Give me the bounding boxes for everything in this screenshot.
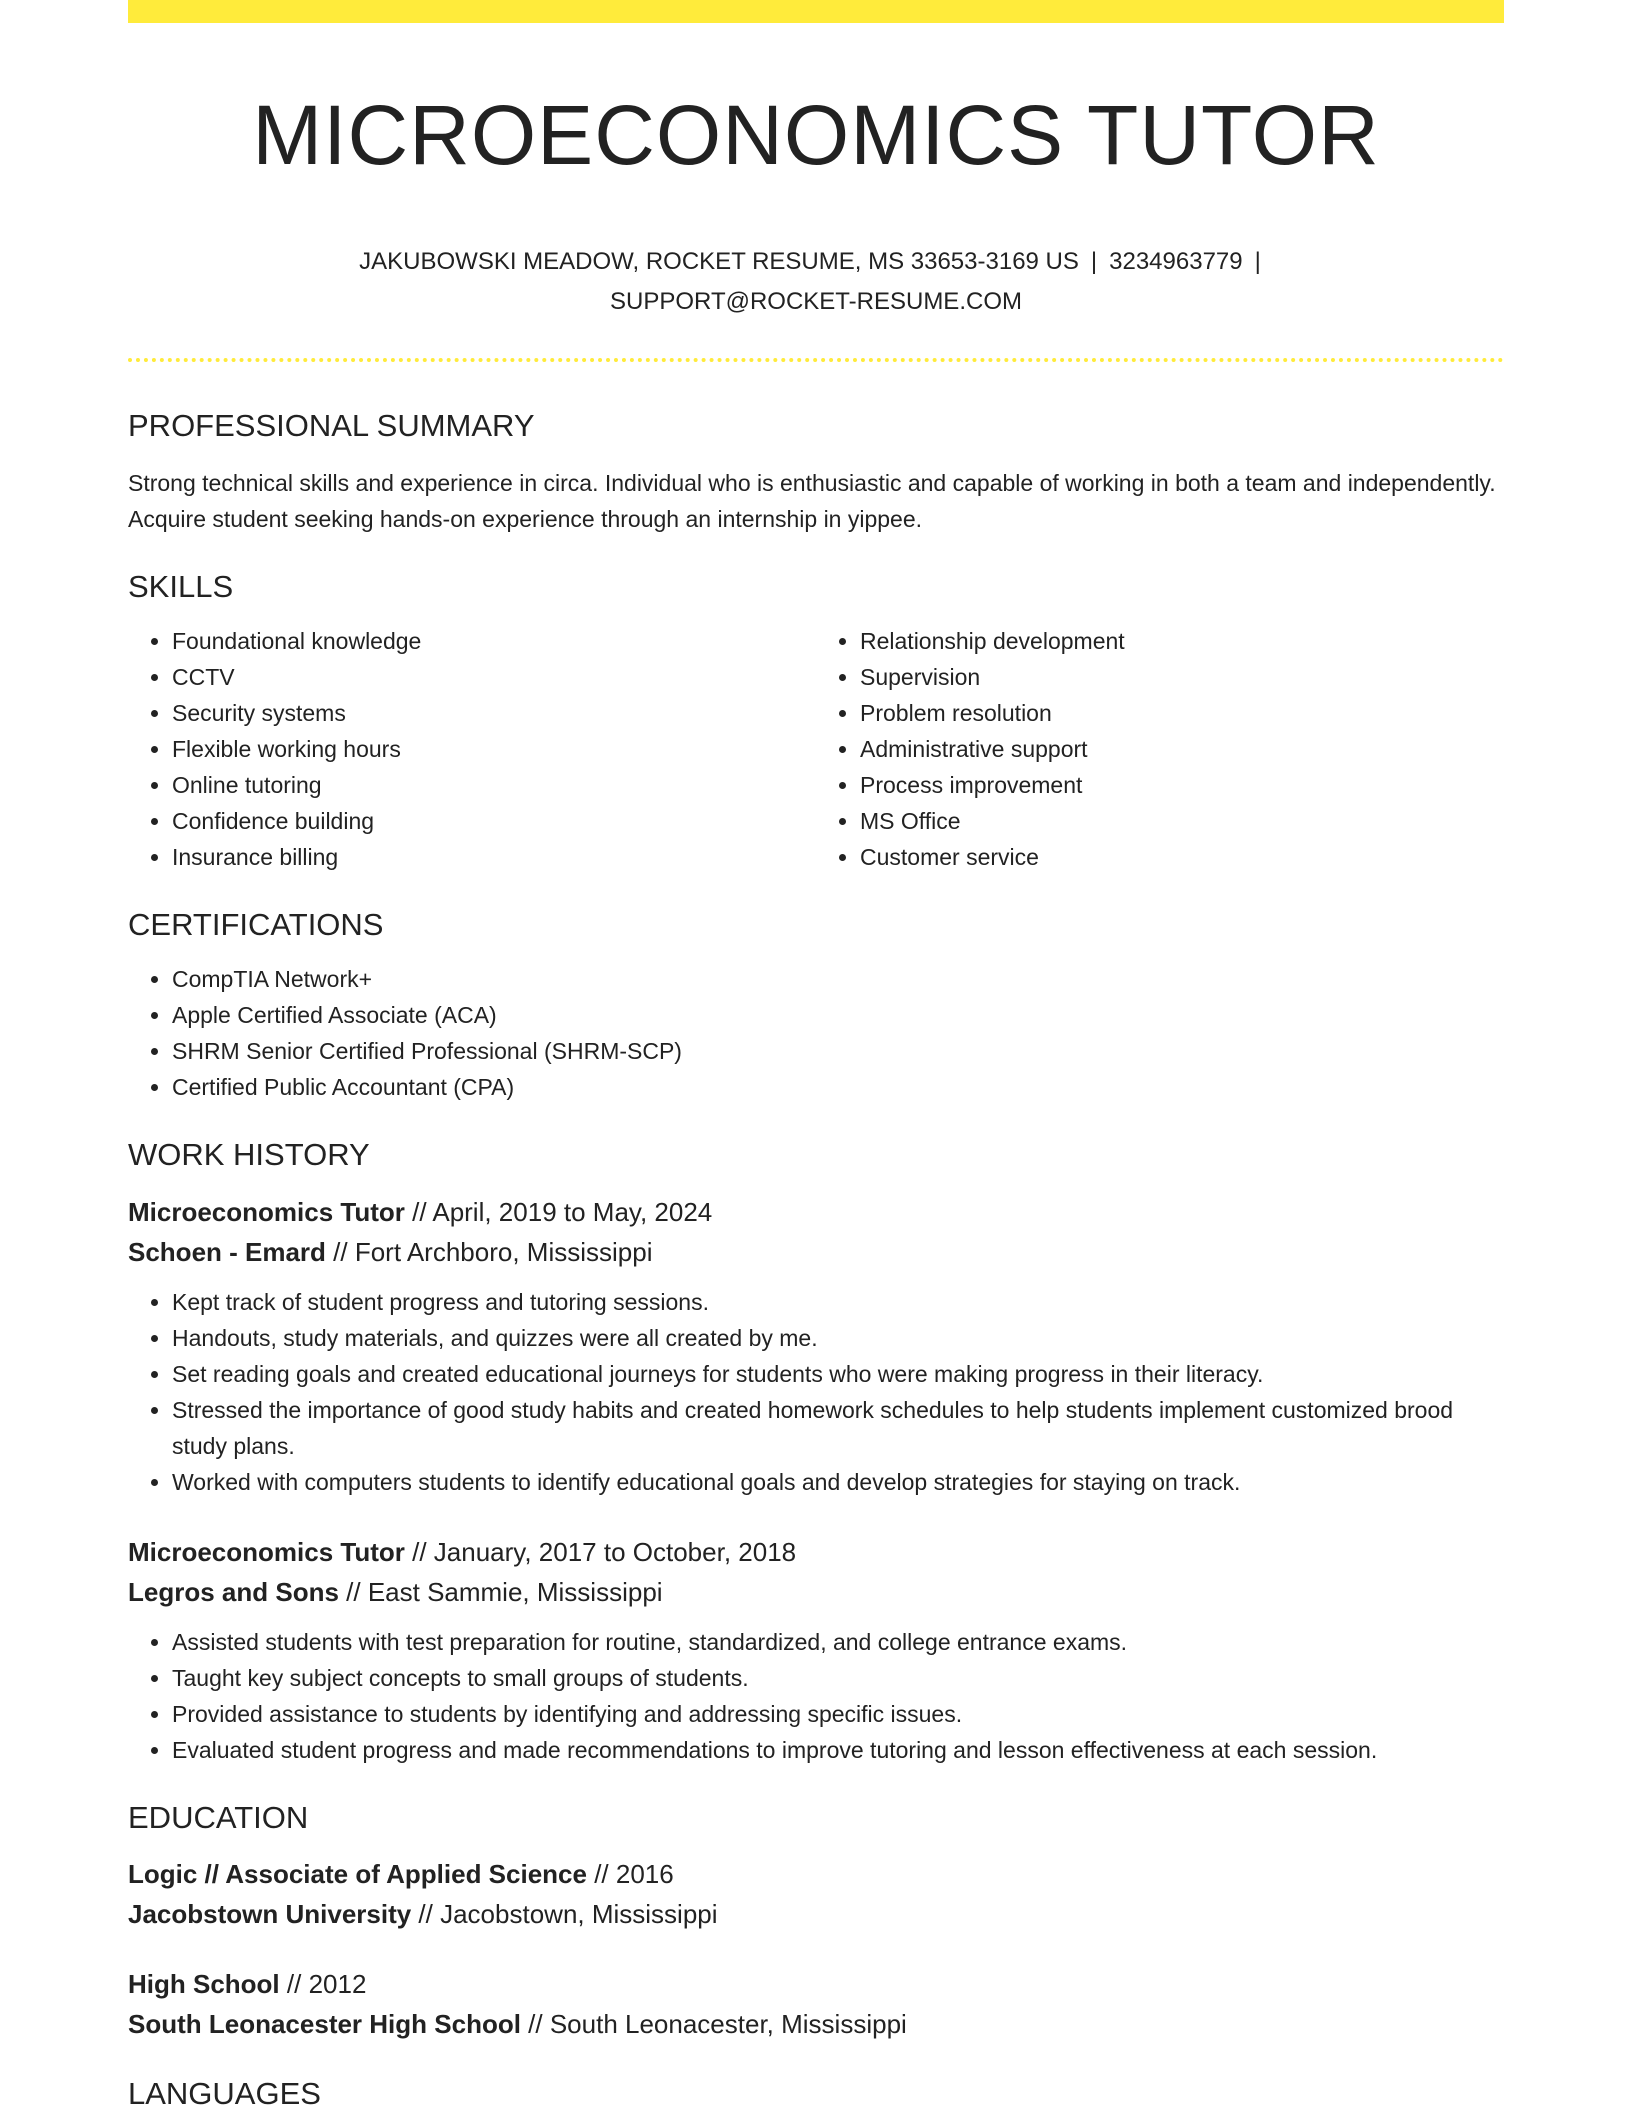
education-title: EDUCATION — [128, 1799, 309, 1835]
education-entry — [128, 1964, 1504, 2044]
job-role: Microeconomics Tutor — [128, 1536, 405, 1567]
skill-item: • Flexible working hours — [172, 731, 816, 767]
education-year: // 2016 — [586, 1858, 674, 1889]
education-year: // 2012 — [279, 1968, 367, 1999]
skill-item: • Problem resolution — [860, 695, 1504, 731]
certifications-title: CERTIFICATIONS — [128, 907, 384, 943]
job-company-line — [128, 1572, 1504, 1612]
header-divider — [128, 358, 1504, 362]
skill-item: • Customer service — [860, 839, 1504, 875]
education-school-line — [128, 2004, 1504, 2044]
skill-item: • Online tutoring — [172, 767, 816, 803]
job-bullets — [128, 1624, 1504, 1768]
job-bullet: • Evaluated student progress and made recommendations to improve tutoring and lesson effectiveness at each session. — [172, 1732, 1504, 1768]
contact-address: JAKUBOWSKI MEADOW, ROCKET RESUME, MS 33653-3169 US — [359, 247, 1079, 275]
education-degree-line — [128, 1964, 1504, 2004]
job-bullet: • Set reading goals and created educational journeys for students who were making progress in their literacy. — [172, 1356, 1504, 1392]
education-entry — [128, 1854, 1504, 1934]
summary-section — [128, 407, 1504, 537]
contact-phone: 3234963779 — [1109, 247, 1243, 275]
skills-list-right — [816, 623, 1504, 875]
contact-separator: | — [1090, 247, 1098, 275]
skill-item: • Supervision — [860, 659, 1504, 695]
job-bullet: • Worked with computers students to identify educational goals and develop strategies for staying on track. — [172, 1464, 1504, 1500]
job-bullets — [128, 1284, 1504, 1500]
education-section — [128, 1799, 1504, 2044]
certification-item: • CompTIA Network+ — [172, 961, 1504, 997]
contact-info — [291, 242, 1341, 322]
skill-item: • Relationship development — [860, 623, 1504, 659]
resume-page — [128, 0, 1504, 2112]
education-location: // South Leonacester, Mississippi — [520, 2008, 907, 2039]
job-dates: // January, 2017 to October, 2018 — [404, 1536, 797, 1567]
job-dates: // April, 2019 to May, 2024 — [404, 1196, 713, 1227]
job-role-line — [128, 1532, 1504, 1572]
languages-title: LANGUAGES — [128, 2075, 321, 2111]
job-location: // East Sammie, Mississippi — [338, 1576, 663, 1607]
education-school: Jacobstown University — [128, 1898, 412, 1929]
job-location: // Fort Archboro, Mississippi — [325, 1236, 653, 1267]
skill-item: • Security systems — [172, 695, 816, 731]
certification-item: • SHRM Senior Certified Professional (SHRM-SCP) — [172, 1033, 1504, 1069]
job-bullet: • Kept track of student progress and tutoring sessions. — [172, 1284, 1504, 1320]
summary-text: Strong technical skills and experience in circa. Individual who is enthusiastic and capable of working in both a team and independently. Acquire student seeking hands-on experience through an internship in yippee. — [128, 469, 1496, 532]
certification-item: • Certified Public Accountant (CPA) — [172, 1069, 1504, 1105]
job-company: Legros and Sons — [128, 1576, 339, 1607]
skill-item: • Confidence building — [172, 803, 816, 839]
summary-title: PROFESSIONAL SUMMARY — [128, 407, 535, 443]
job-bullet: • Provided assistance to students by identifying and addressing specific issues. — [172, 1696, 1504, 1732]
certifications-list — [128, 961, 1504, 1105]
certifications-section — [128, 906, 1504, 1105]
skill-item: • Foundational knowledge — [172, 623, 816, 659]
education-degree: Logic // Associate of Applied Science — [128, 1858, 587, 1889]
education-school-line — [128, 1894, 1504, 1934]
skills-section — [128, 568, 1504, 875]
education-school: South Leonacester High School — [128, 2008, 521, 2039]
skills-grid — [128, 623, 1504, 875]
contact-separator: | — [1254, 247, 1261, 275]
skills-list-left — [128, 623, 816, 875]
job-entry — [128, 1192, 1504, 1500]
work-history-title: WORK HISTORY — [128, 1137, 370, 1173]
job-bullet: • Taught key subject concepts to small groups of students. — [172, 1660, 1504, 1696]
job-role: Microeconomics Tutor — [128, 1196, 405, 1227]
job-bullet: • Assisted students with test preparation for routine, standardized, and college entrance exams. — [172, 1624, 1504, 1660]
skill-item: • CCTV — [172, 659, 816, 695]
work-history-section — [128, 1136, 1504, 1767]
skill-item: • Administrative support — [860, 731, 1504, 767]
certification-item: • Apple Certified Associate (ACA) — [172, 997, 1504, 1033]
resume-name: MICROECONOMICS TUTOR — [252, 88, 1380, 182]
contact-email[interactable]: SUPPORT@ROCKET-RESUME.COM — [610, 287, 1022, 315]
skill-item: • Insurance billing — [172, 839, 816, 875]
education-location: // Jacobstown, Mississippi — [411, 1898, 718, 1929]
job-bullet: • Stressed the importance of good study habits and created homework schedules to help students implement customized brood study plans. — [172, 1392, 1504, 1464]
skills-title: SKILLS — [128, 568, 234, 604]
skill-item: • Process improvement — [860, 767, 1504, 803]
education-degree: High School — [128, 1968, 280, 1999]
top-accent-bar — [128, 0, 1504, 23]
job-bullet: • Handouts, study materials, and quizzes were all created by me. — [172, 1320, 1504, 1356]
job-company: Schoen - Emard — [128, 1236, 326, 1267]
job-role-line — [128, 1192, 1504, 1232]
languages-section — [128, 2075, 1504, 2112]
job-entry — [128, 1532, 1504, 1768]
skill-item: • MS Office — [860, 803, 1504, 839]
job-company-line — [128, 1232, 1504, 1272]
education-degree-line — [128, 1854, 1504, 1894]
